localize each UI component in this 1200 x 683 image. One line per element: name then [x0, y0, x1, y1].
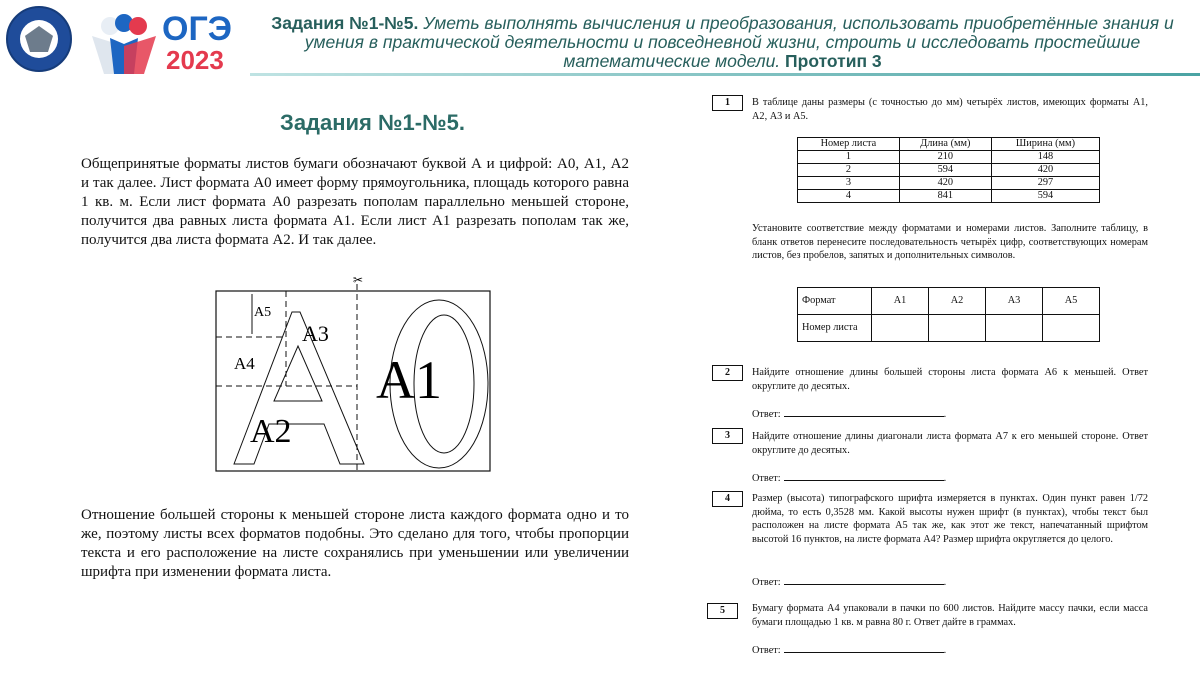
cell: 594: [899, 164, 991, 177]
answer-cell[interactable]: [872, 315, 929, 342]
answer-field-4[interactable]: [752, 575, 946, 588]
cell: А5: [1043, 288, 1100, 315]
label-a1: А1: [376, 350, 442, 410]
cell: 148: [991, 151, 1099, 164]
answer-label: Ответ:: [752, 409, 781, 420]
cell: 841: [899, 190, 991, 203]
table-row: [798, 164, 1100, 177]
cell: Номер листа: [798, 315, 872, 342]
cell: Формат: [798, 288, 872, 315]
answer-end: .: [943, 645, 947, 656]
answer-end: .: [943, 409, 947, 420]
cell: 594: [991, 190, 1099, 203]
format-answer-table: [797, 287, 1100, 342]
answer-cell[interactable]: [1043, 315, 1100, 342]
cell: 3: [798, 177, 900, 190]
intro-paragraph: Общепринятые форматы листов бумаги обозначают буквой А и цифрой: А0, А1, А2 и так далее. Лист формата А0 имеет форму прямоугольника, площадь которого равна 1 кв. м. Если лист формата А0 разрезать пополам параллельно меньшей стороне, получится два равных листа формата А1. Если лист А1 разрезать пополам так же, получится два листа формата А2. И так далее.: [81, 156, 629, 248]
task-number-4: 4: [712, 491, 743, 507]
answer-field-2[interactable]: [752, 407, 946, 420]
label-a3: А3: [302, 321, 329, 346]
task-number-3: 3: [712, 428, 743, 444]
table-row: [798, 177, 1100, 190]
cell: 210: [899, 151, 991, 164]
header-cell: Длина (мм): [899, 138, 991, 151]
task-number-5: 5: [707, 603, 738, 619]
answer-label: Ответ:: [752, 473, 781, 484]
task-1-instructions: Установите соответствие между форматами и номерами листов. Заполните таблицу, в бланк ответов перенесите последовательность четырёх цифр, соответствующих номерам листов, без пробелов, запятых и дополнительных символов.: [752, 223, 1148, 261]
answer-label: Ответ:: [752, 577, 781, 588]
cell: 420: [899, 177, 991, 190]
task-2-text: Найдите отношение длины большей стороны листа формата А6 к меньшей. Ответ округлите до десятых.: [752, 367, 1148, 392]
answer-cell[interactable]: [986, 315, 1043, 342]
label-a5: А5: [254, 305, 272, 320]
task-number-2: 2: [712, 365, 743, 381]
header-divider: [250, 73, 1200, 76]
header-cell: Номер листа: [798, 138, 900, 151]
header-cell: Ширина (мм): [991, 138, 1099, 151]
cell: 297: [991, 177, 1099, 190]
outro-paragraph: Отношение большей стороны к меньшей стороне листа каждого формата одно и то же, поэтому листы всех форматов подобны. Это сделано для того, чтобы пропорции текста и его расположение на листе сохранялись при уменьшении или увеличении шрифта при изменении формата листа.: [81, 507, 629, 580]
cell: А3: [986, 288, 1043, 315]
answer-field-5[interactable]: [752, 643, 946, 656]
cell: 1: [798, 151, 900, 164]
cell: 2: [798, 164, 900, 177]
scissors-icon: ✂: [353, 276, 364, 287]
cell: А1: [872, 288, 929, 315]
oge-logo-text: ОГЭ: [162, 10, 232, 48]
table-row: [798, 151, 1100, 164]
answer-end: .: [943, 577, 947, 588]
oge-logo-year: 2023: [166, 45, 224, 75]
sheet-sizes-table: [797, 137, 1100, 203]
title-description: Уметь выполнять вычисления и преобразования, использовать приобретённые знания и умения в практической деятельности и повседневной жизни, строить и исследовать простейшие математические модели.: [304, 13, 1174, 71]
task-4-text: Размер (высота) типографского шрифта измеряется в пунктах. Один пункт равен 1/72 дюйма, то есть 0,3528 мм. Какой высоты нужен шрифт (в пунктах), чтобы текст был расположен на листе формата А5 так же, как этот же текст, напечатанный шрифтом высотой 16 пунктов, на листе формата А4? Размер шрифта округляется до целого.: [752, 493, 1148, 545]
table-header-row: [798, 138, 1100, 151]
table-row: [798, 190, 1100, 203]
mckp-emblem-logo: [6, 6, 72, 72]
answer-end: .: [943, 473, 947, 484]
task-5-text: Бумагу формата А4 упаковали в пачки по 600 листов. Найдите массу пачки, если масса бумаги площадью 1 кв. м равна 80 г. Ответ дайте в граммах.: [752, 603, 1148, 628]
cell: 420: [991, 164, 1099, 177]
task-number-1: 1: [712, 95, 743, 111]
cell: А2: [929, 288, 986, 315]
sheet-number-row: [798, 315, 1100, 342]
task-3-text: Найдите отношение длины диагонали листа формата А7 к его меньшей стороне. Ответ округлите до десятых.: [752, 431, 1148, 456]
label-a2: А2: [250, 413, 292, 450]
title-prototype: Прототип 3: [785, 51, 882, 71]
task-1-text: В таблице даны размеры (с точностью до мм) четырёх листов, имеющих форматы А1, А2, А3 и А5.: [752, 97, 1148, 122]
answer-field-3[interactable]: [752, 471, 946, 484]
format-row: [798, 288, 1100, 315]
title-bold: Задания №1-№5.: [271, 13, 419, 33]
section-heading: Задания №1-№5.: [280, 110, 465, 135]
label-a4: А4: [234, 354, 255, 373]
answer-label: Ответ:: [752, 645, 781, 656]
slide-title: [245, 14, 1200, 71]
paper-formats-diagram: [214, 276, 494, 476]
cell: 4: [798, 190, 900, 203]
answer-cell[interactable]: [929, 315, 986, 342]
